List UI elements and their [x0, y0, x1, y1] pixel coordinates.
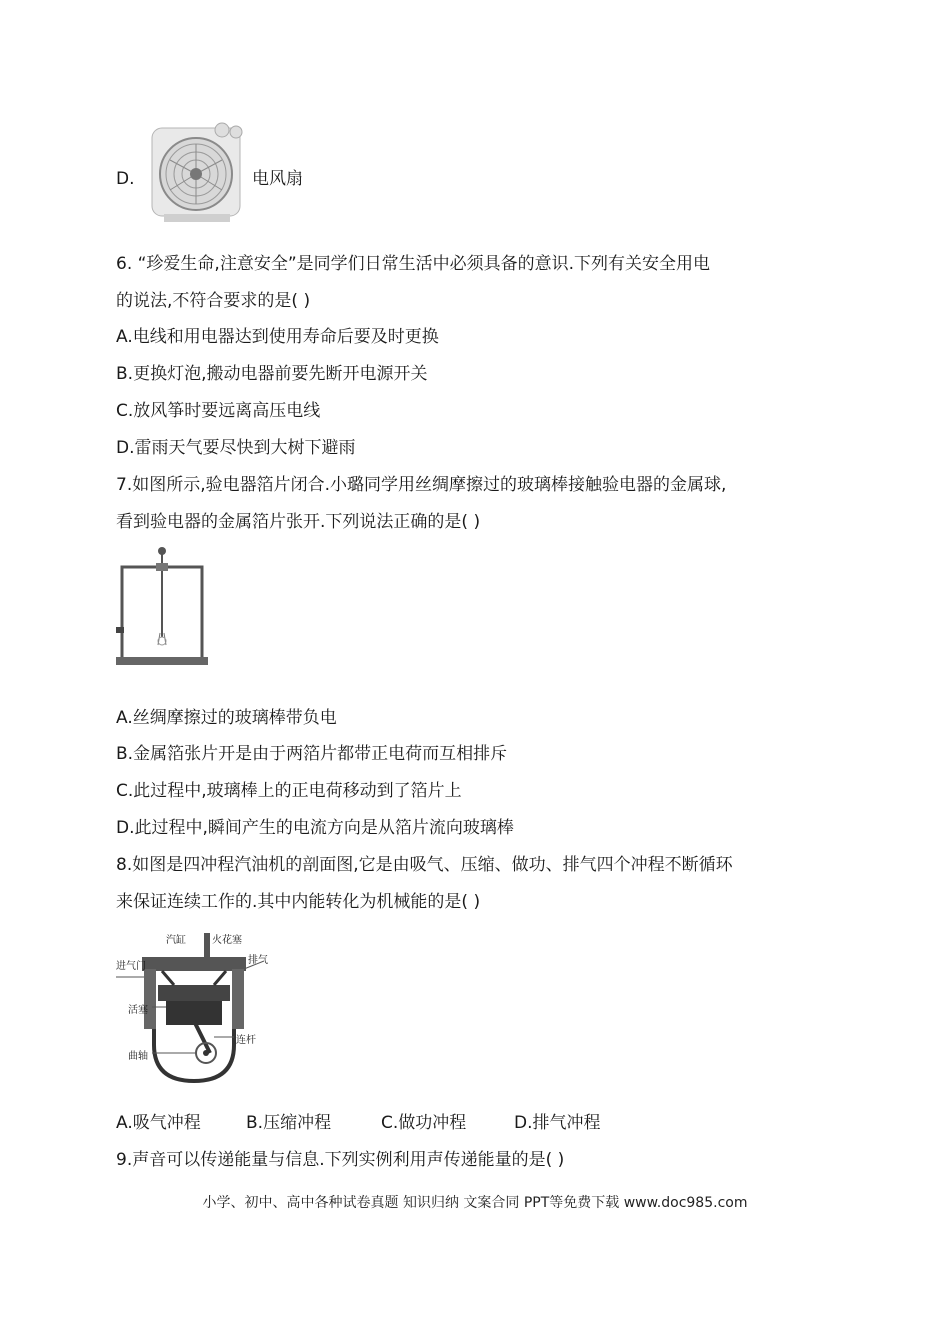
q8-option-d: D.排气冲程 — [514, 1113, 601, 1133]
q6-stem-line1: 6. “珍爱生命,注意安全”是同学们日常生活中必须具备的意识.下列有关安全用电 — [116, 254, 711, 274]
engine-label-piston: 活塞 — [128, 1005, 148, 1016]
electroscope-image — [114, 545, 210, 669]
engine-label-connecting-rod: 连杆 — [236, 1035, 256, 1046]
engine-label-intake-valve: 进气门 — [116, 961, 146, 972]
q8-option-a: A.吸气冲程 — [116, 1113, 201, 1133]
q6-option-d: D.雷雨天气要尽快到大树下避雨 — [116, 438, 356, 458]
electric-fan-image — [150, 120, 245, 224]
q8-options-row — [116, 1112, 601, 1134]
q9-stem-line1: 9.声音可以传递能量与信息.下列实例利用声传递能量的是( ) — [116, 1150, 565, 1170]
q7-stem-line2: 看到验电器的金属箔片张开.下列说法正确的是( ) — [116, 512, 481, 532]
q8-stem-line2: 来保证连续工作的.其中内能转化为机械能的是( ) — [116, 892, 481, 912]
engine-label-cylinder: 汽缸 — [166, 935, 186, 946]
q8-option-c: C.做功冲程 — [381, 1113, 467, 1133]
q8-option-b: B.压缩冲程 — [246, 1113, 332, 1133]
q6-stem-line2: 的说法,不符合要求的是( ) — [116, 291, 311, 311]
q6-option-a: A.电线和用电器达到使用寿命后要及时更换 — [116, 327, 439, 347]
q5-option-d-text: 电风扇 — [252, 169, 303, 189]
q6-option-c: C.放风筝时要远离高压电线 — [116, 401, 321, 421]
engine-label-exhaust: 排气 — [248, 955, 268, 966]
q8-stem-line1: 8.如图是四冲程汽油机的剖面图,它是由吸气、压缩、做功、排气四个冲程不断循环 — [116, 855, 733, 875]
q7-option-d: D.此过程中,瞬间产生的电流方向是从箔片流向玻璃棒 — [116, 818, 514, 838]
q7-option-c: C.此过程中,玻璃棒上的正电荷移动到了箔片上 — [116, 781, 462, 801]
page-footer: 小学、初中、高中各种试卷真题 知识归纳 文案合同 PPT等免费下载 www.doc985.com — [202, 1195, 748, 1211]
q7-option-b: B.金属箔张片开是由于两箔片都带正电荷而互相排斥 — [116, 744, 508, 764]
q7-stem-line1: 7.如图所示,验电器箔片闭合.小璐同学用丝绸摩擦过的玻璃棒接触验电器的金属球, — [116, 475, 727, 495]
engine-label-spark-plug: 火花塞 — [212, 935, 242, 946]
q6-option-b: B.更换灯泡,搬动电器前要先断开电源开关 — [116, 364, 428, 384]
q5-option-d-letter: D. — [116, 169, 135, 189]
q7-option-a: A.丝绸摩擦过的玻璃棒带负电 — [116, 708, 337, 728]
engine-label-crankshaft: 曲轴 — [128, 1051, 148, 1062]
engine-cross-section-image — [114, 925, 270, 1085]
